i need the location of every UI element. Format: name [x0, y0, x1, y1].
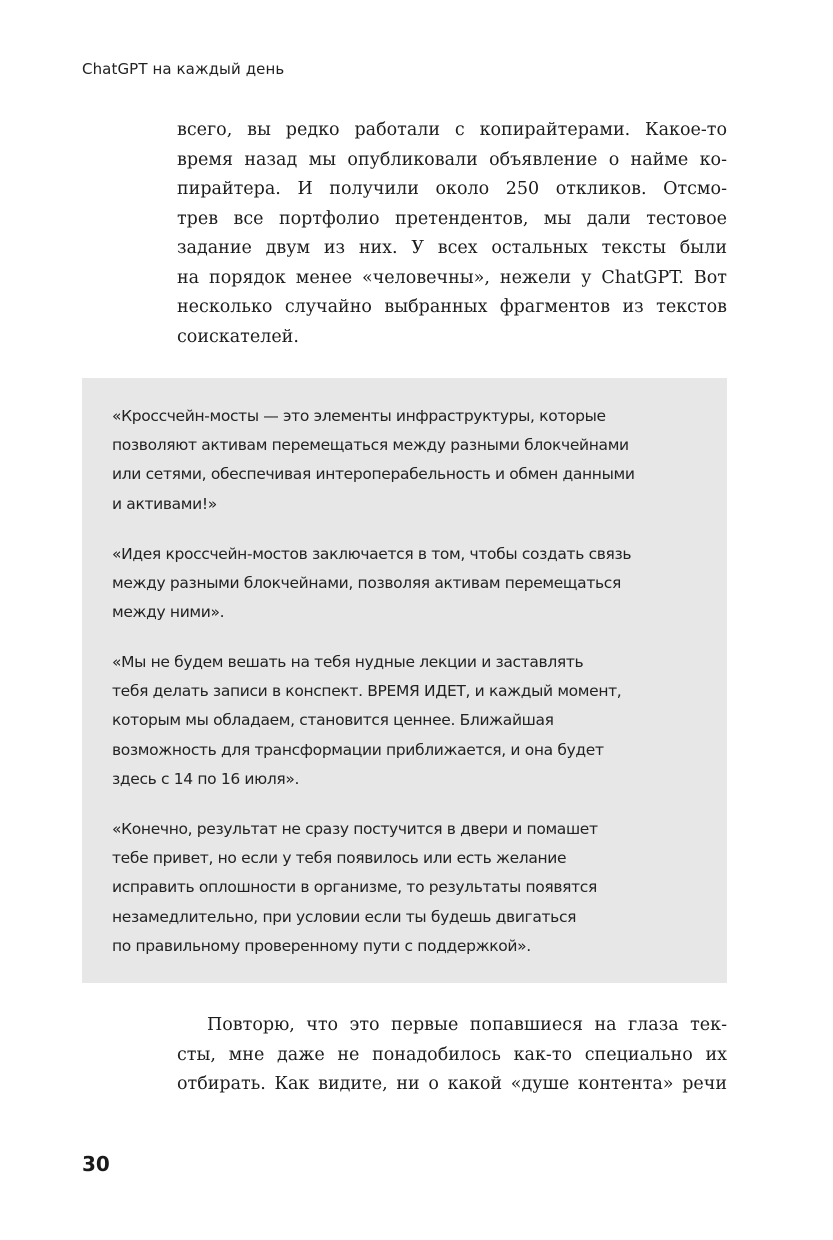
- quote-line: или сетями, обеспечивая интероперабельность и обмен данными: [112, 465, 635, 484]
- quote-line: возможность для трансформации приближается, и она будет: [112, 740, 604, 759]
- text-line: несколько случайно выбранных фрагментов из текстов: [177, 297, 727, 317]
- quote-line: «Конечно, результат не сразу постучится в двери и помашет: [112, 820, 598, 838]
- text-line: на порядок менее «человечны», нежели у ChatGPT. Вот: [177, 267, 727, 288]
- text-line: пирайтера. И получили около 250 откликов. Отсмо-: [177, 179, 727, 199]
- quote-line: позволяют активам перемещаться между разными блокчейнами: [112, 436, 629, 455]
- quote: [112, 402, 712, 519]
- quote-line: по правильному проверенному пути с поддержкой».: [112, 936, 531, 955]
- bottom-paragraph: [177, 1011, 727, 1100]
- quote-line: тебя делать записи в конспект. ВРЕМЯ ИДЕТ, и каждый момент,: [112, 682, 622, 701]
- quote-line: между разными блокчейнами, позволяя активам перемещаться: [112, 574, 621, 593]
- text-line: соискателей.: [177, 326, 299, 347]
- quote-line: «Кроссчейн-мосты — это элементы инфраструктуры, которые: [112, 407, 606, 425]
- quote-box: [82, 378, 727, 983]
- text-line: всего, вы редко работали с копирайтерами. Какое-то: [177, 120, 727, 140]
- text-line: трев все портфолио претендентов, мы дали тестовое: [177, 208, 727, 229]
- text-line: отбирать. Как видите, ни о какой «душе контента» речи: [177, 1074, 727, 1094]
- quote-line: незамедлительно, при условии если ты будешь двигаться: [112, 907, 577, 926]
- quote-line: исправить оплошности в организме, то результаты появятся: [112, 878, 597, 897]
- quote: [112, 648, 712, 794]
- text-line: Повторю, что это первые попавшиеся на глаза тек-: [207, 1015, 727, 1035]
- quote: [112, 540, 712, 628]
- quote-line: тебе привет, но если у тебя появилось или есть желание: [112, 849, 567, 868]
- quote-line: между ними».: [112, 603, 225, 622]
- quote-line: здесь с 14 по 16 июля».: [112, 769, 300, 788]
- quote-line: и активами!»: [112, 494, 217, 513]
- running-header: ChatGPT на каждый день: [82, 60, 285, 78]
- quote-line: которым мы обладаем, становится ценнее. Ближайшая: [112, 711, 554, 730]
- text-line: время назад мы опубликовали объявление о найме ко-: [177, 149, 727, 170]
- quote-line: «Мы не будем вешать на тебя нудные лекции и заставлять: [112, 653, 584, 671]
- top-paragraph: [177, 116, 727, 352]
- page-number: 30: [82, 1152, 110, 1176]
- text-line: сты, мне даже не понадобилось как-то специально их: [177, 1044, 727, 1065]
- quote: [112, 815, 712, 961]
- quote-line: «Идея кроссчейн-мостов заключается в том, чтобы создать связь: [112, 545, 632, 563]
- text-line: задание двум из них. У всех остальных тексты были: [177, 238, 727, 258]
